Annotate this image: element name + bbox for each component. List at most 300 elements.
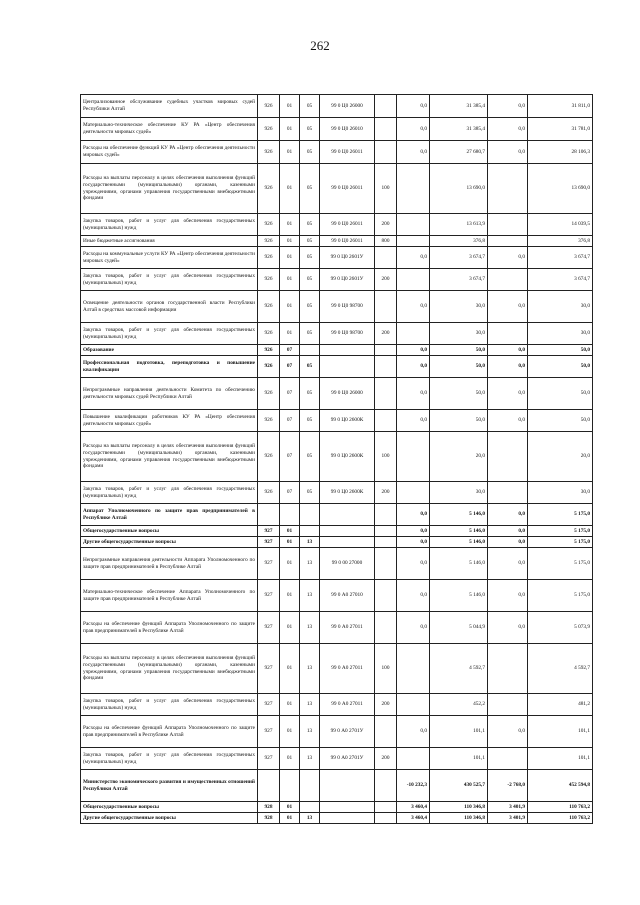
- row-expense-type: [375, 813, 397, 824]
- row-ved-code: 926: [258, 291, 280, 323]
- row-name: Общегосударственные вопросы: [81, 526, 258, 537]
- row-target-article: [320, 813, 375, 824]
- row-expense-type: 200: [375, 482, 397, 504]
- row-amount-c: [488, 644, 528, 694]
- row-amount-c: 0,0: [488, 716, 528, 748]
- table-row: [81, 95, 593, 118]
- row-amount-a: 0,0: [397, 526, 430, 537]
- row-amount-a: 0,0: [397, 612, 430, 644]
- row-amount-c: 3 401,9: [488, 802, 528, 813]
- row-expense-type: [375, 247, 397, 269]
- row-amount-d: 30,0: [528, 291, 593, 323]
- table-row: [81, 291, 593, 323]
- row-target-article: 99 0 А0 27010: [320, 580, 375, 612]
- row-target-article: [320, 526, 375, 537]
- row-ved-code: [258, 504, 280, 526]
- row-amount-b: 452,2: [430, 694, 488, 716]
- row-ved-code: 926: [258, 269, 280, 291]
- row-ved-code: 926: [258, 323, 280, 345]
- row-subsection-code: 05: [300, 410, 320, 432]
- row-name: Повышение квалификации работников КУ РА «Центр обеспечения деятельности мировых судей»: [81, 410, 258, 432]
- row-ved-code: [258, 770, 280, 802]
- row-subsection-code: 05: [300, 482, 320, 504]
- row-section-code: 07: [280, 356, 300, 378]
- row-ved-code: 927: [258, 580, 280, 612]
- row-subsection-code: 05: [300, 214, 320, 236]
- row-amount-d: 5 073,9: [528, 612, 593, 644]
- row-target-article: 99 0 Ц0 26000: [320, 95, 375, 118]
- row-name: Министерство экономического развития и имущественных отношений Республики Алтай: [81, 770, 258, 802]
- row-amount-c: [488, 432, 528, 482]
- table-row: [81, 813, 593, 824]
- row-amount-a: 0,0: [397, 345, 430, 356]
- row-section-code: 07: [280, 410, 300, 432]
- row-expense-type: 200: [375, 694, 397, 716]
- row-amount-b: 5 044,9: [430, 612, 488, 644]
- row-amount-a: 0,0: [397, 247, 430, 269]
- row-section-code: 01: [280, 802, 300, 813]
- row-target-article: [320, 345, 375, 356]
- row-expense-type: [375, 356, 397, 378]
- row-name: Освещение деятельности органов государственной власти Республики Алтай в средствах массовой информации: [81, 291, 258, 323]
- row-name: Расходы на коммунальные услуги КУ РА «Центр обеспечения деятельности мировых судей»: [81, 247, 258, 269]
- row-amount-c: [488, 482, 528, 504]
- row-name: Материально-техническое обеспечение Аппарата Уполномоченного по защите прав предпринимателей в Республике Алтай: [81, 580, 258, 612]
- row-amount-b: 50,0: [430, 356, 488, 378]
- row-name: Расходы на обеспечение функций Аппарата Уполномоченного по защите прав предпринимателей в Республике Алтай: [81, 612, 258, 644]
- row-amount-d: 5 175,0: [528, 580, 593, 612]
- row-ved-code: 928: [258, 813, 280, 824]
- row-subsection-code: 13: [300, 748, 320, 770]
- row-expense-type: [375, 548, 397, 580]
- row-target-article: 99 0 Ц0 26011: [320, 141, 375, 164]
- row-section-code: 01: [280, 291, 300, 323]
- row-subsection-code: 05: [300, 378, 320, 410]
- row-name: Непрограммные направления деятельности Комитета по обеспечению деятельности мировых судей Республики Алтай: [81, 378, 258, 410]
- table-row: [81, 612, 593, 644]
- row-expense-type: [375, 802, 397, 813]
- row-expense-type: 100: [375, 644, 397, 694]
- row-subsection-code: 13: [300, 537, 320, 548]
- table-row: [81, 526, 593, 537]
- row-subsection-code: 05: [300, 118, 320, 141]
- row-expense-type: [375, 410, 397, 432]
- row-ved-code: 927: [258, 537, 280, 548]
- row-amount-c: 0,0: [488, 612, 528, 644]
- row-amount-b: 20,0: [430, 432, 488, 482]
- table-row: [81, 214, 593, 236]
- row-ved-code: 927: [258, 548, 280, 580]
- row-subsection-code: 13: [300, 813, 320, 824]
- row-subsection-code: 13: [300, 716, 320, 748]
- row-amount-d: 101,1: [528, 716, 593, 748]
- row-amount-c: 0,0: [488, 526, 528, 537]
- row-amount-a: [397, 644, 430, 694]
- row-name: Закупка товаров, работ и услуг для обеспечения государственных (муниципальных) нужд: [81, 748, 258, 770]
- row-target-article: 99 0 Ц0 26010: [320, 118, 375, 141]
- row-expense-type: 200: [375, 323, 397, 345]
- row-amount-b: 5 146,0: [430, 548, 488, 580]
- row-expense-type: [375, 716, 397, 748]
- row-ved-code: 927: [258, 612, 280, 644]
- row-amount-c: [488, 214, 528, 236]
- row-subsection-code: 13: [300, 580, 320, 612]
- row-expense-type: 200: [375, 269, 397, 291]
- row-section-code: 07: [280, 378, 300, 410]
- row-amount-c: 0,0: [488, 95, 528, 118]
- row-amount-c: [488, 694, 528, 716]
- row-target-article: 99 0 Ц0 2600К: [320, 482, 375, 504]
- row-name: Расходы на выплаты персоналу в целях обеспечения выполнения функций государственными (муниципальными) органами, казенными учреждениями, органами управления государственными внебюджетными фондами: [81, 644, 258, 694]
- row-amount-d: 31 811,0: [528, 95, 593, 118]
- row-amount-a: [397, 432, 430, 482]
- row-amount-b: 5 146,0: [430, 526, 488, 537]
- row-target-article: 99 0 Ц0 98700: [320, 323, 375, 345]
- row-amount-b: 101,1: [430, 716, 488, 748]
- table-row: [81, 118, 593, 141]
- row-target-article: 99 0 А0 27011: [320, 694, 375, 716]
- row-amount-a: [397, 269, 430, 291]
- row-ved-code: 927: [258, 694, 280, 716]
- row-amount-d: 110 763,2: [528, 813, 593, 824]
- row-amount-d: 50,0: [528, 345, 593, 356]
- row-target-article: 99 0 А0 27011: [320, 644, 375, 694]
- row-amount-c: -2 768,0: [488, 770, 528, 802]
- row-expense-type: [375, 291, 397, 323]
- row-amount-d: 101,1: [528, 748, 593, 770]
- table-row: [81, 141, 593, 164]
- row-section-code: 01: [280, 694, 300, 716]
- row-amount-c: 0,0: [488, 118, 528, 141]
- row-subsection-code: 05: [300, 323, 320, 345]
- row-amount-d: 376,8: [528, 236, 593, 247]
- row-subsection-code: [300, 770, 320, 802]
- row-ved-code: 926: [258, 236, 280, 247]
- row-subsection-code: 05: [300, 432, 320, 482]
- row-section-code: [280, 504, 300, 526]
- row-amount-d: 110 763,2: [528, 802, 593, 813]
- table-row: [81, 482, 593, 504]
- row-expense-type: [375, 504, 397, 526]
- row-target-article: [320, 356, 375, 378]
- row-amount-b: 50,0: [430, 410, 488, 432]
- row-name: Закупка товаров, работ и услуг для обеспечения государственных (муниципальных) нужд: [81, 694, 258, 716]
- row-name: Закупка товаров, работ и услуг для обеспечения государственных (муниципальных) нужд: [81, 323, 258, 345]
- table-row: [81, 236, 593, 247]
- row-amount-c: 0,0: [488, 141, 528, 164]
- table-row: [81, 378, 593, 410]
- row-section-code: 01: [280, 247, 300, 269]
- table-row: [81, 356, 593, 378]
- row-amount-b: 3 674,7: [430, 269, 488, 291]
- row-name: Общегосударственные вопросы: [81, 802, 258, 813]
- row-ved-code: 926: [258, 247, 280, 269]
- row-amount-c: [488, 748, 528, 770]
- row-expense-type: [375, 118, 397, 141]
- row-amount-d: 4 592,7: [528, 644, 593, 694]
- row-section-code: 01: [280, 118, 300, 141]
- table-row: [81, 345, 593, 356]
- table-row: [81, 269, 593, 291]
- row-amount-d: 3 674,7: [528, 269, 593, 291]
- row-expense-type: [375, 770, 397, 802]
- row-section-code: 01: [280, 526, 300, 537]
- row-target-article: 99 0 Ц0 98700: [320, 291, 375, 323]
- row-section-code: 01: [280, 612, 300, 644]
- row-amount-c: 0,0: [488, 548, 528, 580]
- row-amount-a: [397, 236, 430, 247]
- budget-table: [80, 94, 593, 824]
- row-name: Другие общегосударственные вопросы: [81, 813, 258, 824]
- row-target-article: 99 0 Ц0 26011: [320, 164, 375, 214]
- row-amount-b: 30,0: [430, 291, 488, 323]
- row-section-code: 01: [280, 813, 300, 824]
- table-row: [81, 802, 593, 813]
- table-row: [81, 504, 593, 526]
- row-amount-a: [397, 164, 430, 214]
- row-ved-code: 926: [258, 214, 280, 236]
- row-subsection-code: 05: [300, 95, 320, 118]
- row-ved-code: 926: [258, 345, 280, 356]
- page-number: 262: [310, 38, 330, 53]
- row-name: Профессиональная подготовка, переподготовка и повышение квалификации: [81, 356, 258, 378]
- row-target-article: 99 0 А0 27011: [320, 612, 375, 644]
- row-amount-b: 27 680,7: [430, 141, 488, 164]
- row-target-article: 99 0 А0 2701У: [320, 716, 375, 748]
- row-amount-b: 13 690,0: [430, 164, 488, 214]
- row-subsection-code: [300, 345, 320, 356]
- row-amount-d: 481,2: [528, 694, 593, 716]
- table-row: [81, 748, 593, 770]
- row-section-code: 01: [280, 537, 300, 548]
- row-name: Иные бюджетные ассигнования: [81, 236, 258, 247]
- row-name: Закупка товаров, работ и услуг для обеспечения государственных (муниципальных) нужд: [81, 482, 258, 504]
- table-row: [81, 580, 593, 612]
- row-section-code: 01: [280, 716, 300, 748]
- row-amount-a: -10 232,3: [397, 770, 430, 802]
- row-amount-d: 452 594,8: [528, 770, 593, 802]
- row-section-code: 01: [280, 748, 300, 770]
- row-amount-b: 3 674,7: [430, 247, 488, 269]
- row-amount-d: 20,0: [528, 432, 593, 482]
- row-amount-c: 0,0: [488, 378, 528, 410]
- row-expense-type: 200: [375, 214, 397, 236]
- row-amount-a: 0,0: [397, 141, 430, 164]
- row-amount-b: 5 146,0: [430, 504, 488, 526]
- row-amount-d: 50,0: [528, 410, 593, 432]
- table-row: [81, 410, 593, 432]
- row-name: Расходы на обеспечение функций Аппарата Уполномоченного по защите прав предпринимателей в Республике Алтай: [81, 716, 258, 748]
- row-section-code: 01: [280, 95, 300, 118]
- table-row: [81, 432, 593, 482]
- row-ved-code: 926: [258, 432, 280, 482]
- row-subsection-code: [300, 526, 320, 537]
- row-name: Другие общегосударственные вопросы: [81, 537, 258, 548]
- row-amount-d: 50,0: [528, 378, 593, 410]
- row-target-article: 99 0 00 27000: [320, 548, 375, 580]
- row-expense-type: 100: [375, 164, 397, 214]
- row-amount-b: 13 613,9: [430, 214, 488, 236]
- row-subsection-code: [300, 802, 320, 813]
- row-amount-c: [488, 236, 528, 247]
- row-ved-code: 926: [258, 164, 280, 214]
- row-name: Материально-техническое обеспечение КУ РА «Центр обеспечения деятельности мировых судей»: [81, 118, 258, 141]
- row-ved-code: 926: [258, 378, 280, 410]
- row-amount-b: 430 525,7: [430, 770, 488, 802]
- row-section-code: [280, 770, 300, 802]
- row-target-article: [320, 802, 375, 813]
- row-amount-a: 3 460,4: [397, 813, 430, 824]
- row-target-article: [320, 504, 375, 526]
- row-subsection-code: 05: [300, 356, 320, 378]
- table-row: [81, 164, 593, 214]
- row-target-article: 99 0 Ц0 2600К: [320, 410, 375, 432]
- row-amount-c: 0,0: [488, 291, 528, 323]
- row-amount-b: 5 146,0: [430, 580, 488, 612]
- row-amount-a: 0,0: [397, 548, 430, 580]
- row-name: Закупка товаров, работ и услуг для обеспечения государственных (муниципальных) нужд: [81, 269, 258, 291]
- row-amount-a: 0,0: [397, 356, 430, 378]
- row-amount-a: [397, 748, 430, 770]
- row-amount-a: [397, 694, 430, 716]
- row-expense-type: [375, 612, 397, 644]
- row-subsection-code: 05: [300, 164, 320, 214]
- row-ved-code: 927: [258, 526, 280, 537]
- row-subsection-code: 13: [300, 644, 320, 694]
- row-amount-d: 5 175,0: [528, 548, 593, 580]
- table-row: [81, 323, 593, 345]
- row-expense-type: [375, 141, 397, 164]
- row-amount-a: 0,0: [397, 95, 430, 118]
- row-section-code: 01: [280, 644, 300, 694]
- row-amount-d: 5 175,0: [528, 504, 593, 526]
- row-amount-b: 31 385,4: [430, 118, 488, 141]
- row-expense-type: 200: [375, 748, 397, 770]
- table-row: [81, 644, 593, 694]
- row-section-code: 01: [280, 323, 300, 345]
- row-amount-c: [488, 164, 528, 214]
- row-subsection-code: 05: [300, 291, 320, 323]
- row-amount-a: [397, 323, 430, 345]
- row-amount-a: 3 460,4: [397, 802, 430, 813]
- row-section-code: 01: [280, 141, 300, 164]
- row-expense-type: [375, 537, 397, 548]
- table-row: [81, 247, 593, 269]
- table-row: [81, 694, 593, 716]
- row-target-article: 99 0 Ц0 26011: [320, 214, 375, 236]
- row-amount-b: 110 346,8: [430, 813, 488, 824]
- row-subsection-code: [300, 504, 320, 526]
- table-row: [81, 716, 593, 748]
- table-body: [81, 95, 593, 824]
- table-row: [81, 537, 593, 548]
- row-amount-b: 50,0: [430, 345, 488, 356]
- row-section-code: 01: [280, 580, 300, 612]
- row-amount-c: 0,0: [488, 356, 528, 378]
- row-name: Расходы на выплаты персоналу в целях обеспечения выполнения функций государственными (муниципальными) органами, казенными учреждениями, органами управления государственными внебюджетными фондами: [81, 164, 258, 214]
- row-amount-a: [397, 214, 430, 236]
- row-amount-c: [488, 323, 528, 345]
- row-amount-b: 31 385,4: [430, 95, 488, 118]
- row-target-article: [320, 770, 375, 802]
- row-amount-b: 50,0: [430, 378, 488, 410]
- row-name: Расходы на выплаты персоналу в целях обеспечения выполнения функций государственными (муниципальными) органами, казенными учреждениями, органами управления государственными внебюджетными фондами: [81, 432, 258, 482]
- row-ved-code: 926: [258, 95, 280, 118]
- row-amount-c: 0,0: [488, 247, 528, 269]
- row-target-article: 99 0 Ц0 2601У: [320, 247, 375, 269]
- row-amount-a: 0,0: [397, 504, 430, 526]
- row-target-article: [320, 537, 375, 548]
- row-amount-a: 0,0: [397, 410, 430, 432]
- row-amount-d: 13 690,0: [528, 164, 593, 214]
- row-target-article: 99 0 А0 2701У: [320, 748, 375, 770]
- row-section-code: 01: [280, 236, 300, 247]
- row-expense-type: [375, 378, 397, 410]
- row-target-article: 99 0 Ц0 2601У: [320, 269, 375, 291]
- row-subsection-code: 05: [300, 269, 320, 291]
- row-amount-d: 28 106,3: [528, 141, 593, 164]
- row-ved-code: 926: [258, 356, 280, 378]
- row-amount-c: 0,0: [488, 504, 528, 526]
- row-amount-b: 4 592,7: [430, 644, 488, 694]
- row-subsection-code: 13: [300, 694, 320, 716]
- row-expense-type: 100: [375, 432, 397, 482]
- row-expense-type: [375, 345, 397, 356]
- row-name: Образование: [81, 345, 258, 356]
- row-ved-code: 926: [258, 141, 280, 164]
- row-amount-c: [488, 269, 528, 291]
- row-subsection-code: 05: [300, 141, 320, 164]
- table-row: [81, 770, 593, 802]
- row-amount-c: 0,0: [488, 537, 528, 548]
- row-amount-c: 0,0: [488, 580, 528, 612]
- row-amount-d: 30,0: [528, 482, 593, 504]
- row-amount-d: 5 175,0: [528, 537, 593, 548]
- row-ved-code: 927: [258, 716, 280, 748]
- row-amount-b: 30,0: [430, 323, 488, 345]
- row-expense-type: 800: [375, 236, 397, 247]
- row-section-code: 01: [280, 164, 300, 214]
- row-subsection-code: 05: [300, 236, 320, 247]
- row-target-article: 99 0 Ц0 26000: [320, 378, 375, 410]
- row-amount-b: 101,1: [430, 748, 488, 770]
- row-section-code: 01: [280, 548, 300, 580]
- row-target-article: 99 0 Ц0 26011: [320, 236, 375, 247]
- row-amount-c: 0,0: [488, 345, 528, 356]
- row-amount-d: 50,0: [528, 356, 593, 378]
- row-subsection-code: 13: [300, 548, 320, 580]
- row-name: Централизованное обслуживание судебных участков мировых судей Республики Алтай: [81, 95, 258, 118]
- row-section-code: 01: [280, 214, 300, 236]
- row-amount-a: 0,0: [397, 291, 430, 323]
- row-name: Расходы на обеспечение функций КУ РА «Центр обеспечения деятельности мировых судей»: [81, 141, 258, 164]
- row-subsection-code: 05: [300, 247, 320, 269]
- row-amount-a: 0,0: [397, 580, 430, 612]
- row-name: Закупка товаров, работ и услуг для обеспечения государственных (муниципальных) нужд: [81, 214, 258, 236]
- row-target-article: 99 0 Ц0 2600К: [320, 432, 375, 482]
- row-name: Аппарат Уполномоченного по защите прав предпринимателей в Республике Алтай: [81, 504, 258, 526]
- row-amount-b: 5 146,0: [430, 537, 488, 548]
- row-ved-code: 926: [258, 482, 280, 504]
- row-expense-type: [375, 580, 397, 612]
- row-ved-code: 927: [258, 748, 280, 770]
- row-name: Непрограммные направления деятельности Аппарата Уполномоченного по защите прав предпринимателей в Республике Алтай: [81, 548, 258, 580]
- row-expense-type: [375, 526, 397, 537]
- row-amount-a: 0,0: [397, 716, 430, 748]
- row-expense-type: [375, 95, 397, 118]
- row-amount-d: 5 175,0: [528, 526, 593, 537]
- row-section-code: 07: [280, 345, 300, 356]
